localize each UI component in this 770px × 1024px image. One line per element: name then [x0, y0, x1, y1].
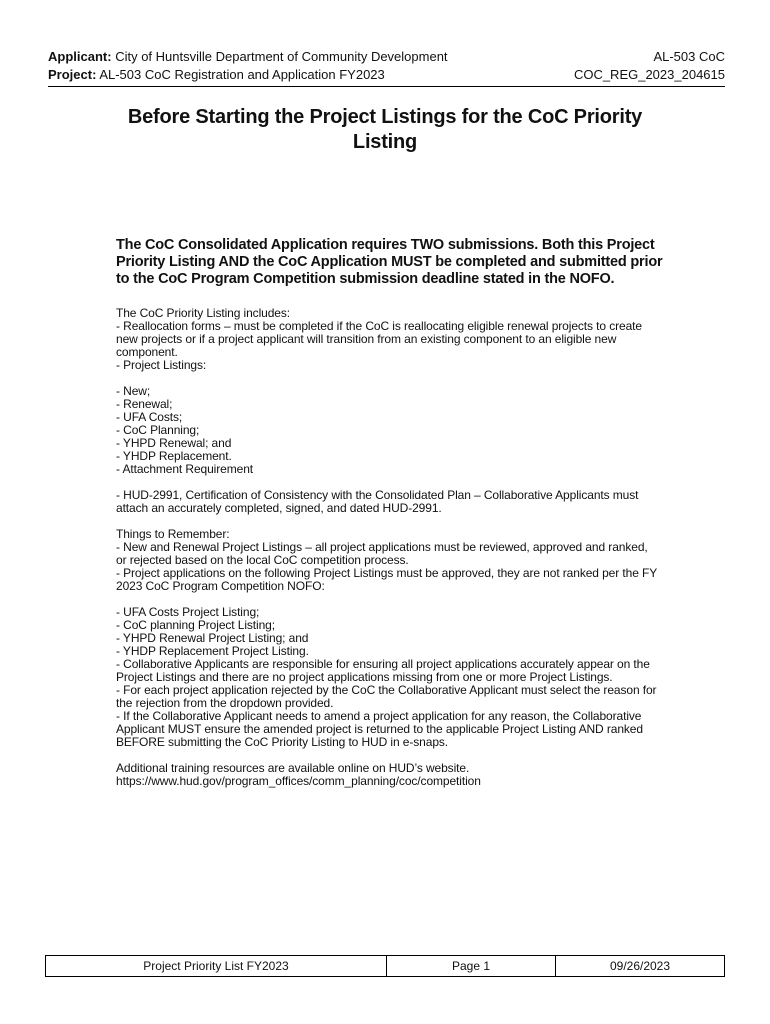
page-footer	[45, 955, 725, 977]
coc-id: AL-503 CoC	[653, 49, 725, 64]
header-row-applicant	[48, 48, 725, 66]
footer-doc-name: Project Priority List FY2023	[46, 956, 387, 976]
page-title: Before Starting the Project Listings for the CoC Priority Listing	[127, 106, 643, 153]
instructions-body	[116, 307, 661, 788]
listing-types: - New; - Renewal; - UFA Costs; - CoC Planning; - YHPD Renewal; and - YHDP Replacement. - Attachment Requirement	[116, 384, 254, 476]
applicant-line	[48, 48, 448, 66]
header-divider	[48, 86, 725, 87]
remember-items: - UFA Costs Project Listing; - CoC planning Project Listing; - YHPD Renewal Project Listing; and - YHDP Replacement Project Listing. - Collaborative Applicants are responsible for ensuring all project applications accurately appear on the Project Listings and there are no project applications missing from one or more Project Listings. - For each project application rejected by the CoC the Collaborative Applicant must select the reason for the rejection from the dropdown provided. - If the Collaborative Applicant needs to amend a project application for any reason, the Collaborative Applicant MUST ensure the amended project is returned to the applicable Project Listing AND ranked BEFORE submitting the CoC Priority Listing to HUD in e-snaps.	[116, 605, 657, 749]
applicant-label: Applicant:	[48, 49, 112, 64]
intro-notice: The CoC Consolidated Application requires TWO submissions. Both this Project Priority Listing AND the CoC Application MUST be completed and submitted prior to the CoC Program Competition submission deadline stated in the NOFO.	[116, 237, 663, 287]
project-label: Project:	[48, 67, 97, 82]
training-resources: Additional training resources are available online on HUD’s website. https://www.hud.gov/program_offices/comm_planning/coc/competition	[116, 761, 481, 788]
footer-page-number: Page 1	[387, 956, 556, 976]
page-header	[48, 48, 725, 84]
things-to-remember: Things to Remember: - New and Renewal Project Listings – all project applications must be reviewed, approved and ranked, or rejected based on the local CoC competition process. - Project applications on the following Project Listings must be approved, they are not ranked per the FY 2023 CoC Program Competition NOFO:	[116, 527, 657, 593]
project-value: AL-503 CoC Registration and Application FY2023	[99, 67, 385, 82]
registration-id: COC_REG_2023_204615	[573, 67, 725, 82]
project-line	[48, 66, 385, 84]
hud-2991-requirement: - HUD-2991, Certification of Consistency with the Consolidated Plan – Collaborative Applicants must attach an accurately completed, signed, and dated HUD-2991.	[116, 488, 639, 515]
header-row-project	[48, 66, 725, 84]
includes-heading: The CoC Priority Listing includes:	[116, 306, 291, 320]
includes-items: - Reallocation forms – must be completed if the CoC is reallocating eligible renewal projects to create new projects or if a project applicant will transition from an existing component to an eligible new component. - Project Listings:	[116, 319, 642, 372]
applicant-value: City of Huntsville Department of Community Development	[115, 49, 448, 64]
footer-date: 09/26/2023	[609, 959, 671, 973]
